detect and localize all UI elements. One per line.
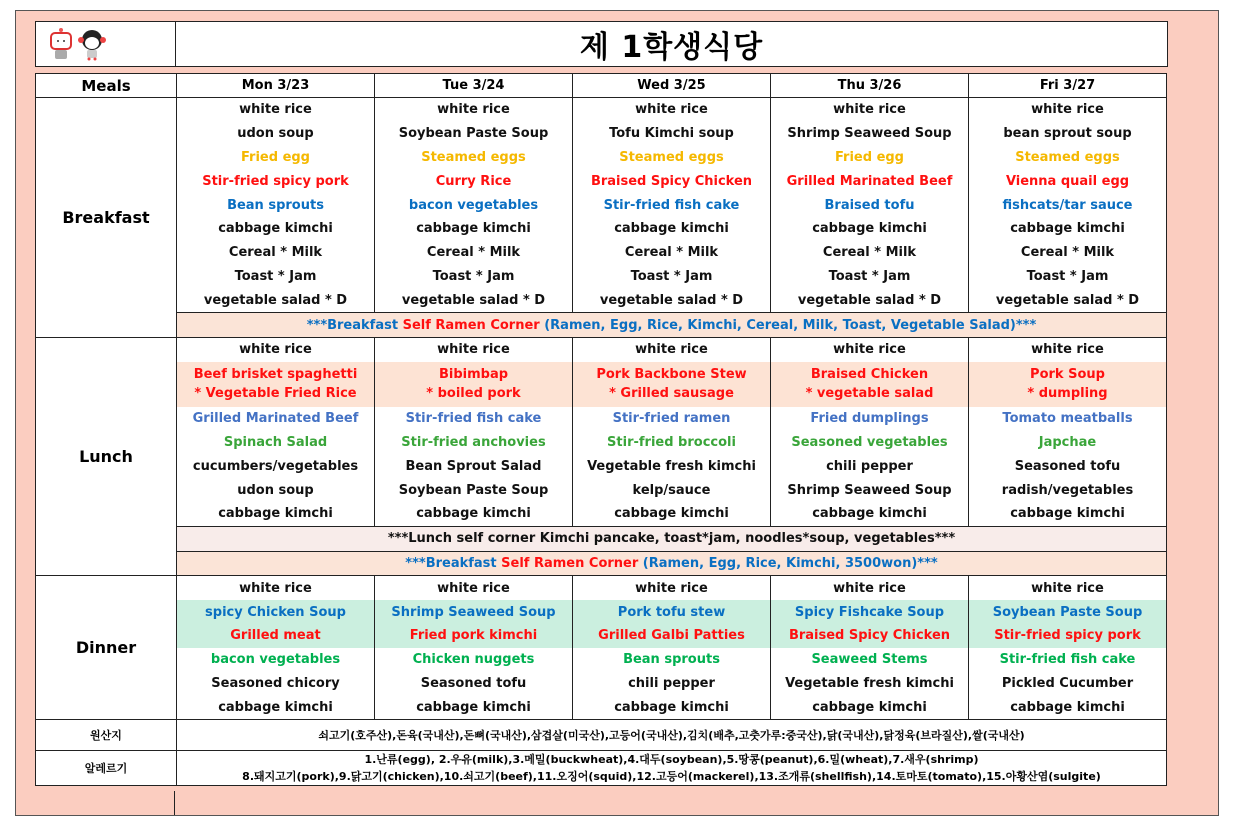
dinner-row xyxy=(36,648,1167,672)
day-header: Wed 3/25 xyxy=(573,74,771,98)
lunch-row xyxy=(36,407,1167,431)
menu-item: Braised Chicken * vegetable salad xyxy=(771,362,969,407)
corner-highlight: Self Ramen Corner xyxy=(402,317,540,333)
breakfast-row xyxy=(36,146,1167,170)
corner-suffix: (Ramen, Egg, Rice, Kimchi, Cereal, Milk, Toast, Vegetable Salad)*** xyxy=(539,317,1037,333)
menu-item: Pork Backbone Stew * Grilled sausage xyxy=(573,362,771,407)
day-header: Mon 3/23 xyxy=(177,74,375,98)
menu-item: Soybean Paste Soup xyxy=(375,478,573,502)
menu-item: Curry Rice xyxy=(375,169,573,193)
menu-item: Toast * Jam xyxy=(375,265,573,289)
menu-item: vegetable salad * D xyxy=(771,288,969,312)
menu-item: Spicy Fishcake Soup xyxy=(771,600,969,624)
breakfast-row xyxy=(36,265,1167,289)
menu-item: vegetable salad * D xyxy=(375,288,573,312)
menu-item: cabbage kimchi xyxy=(573,502,771,526)
menu-item: Stir-fried fish cake xyxy=(573,193,771,217)
origin-text: 쇠고기(호주산),돈육(국내산),돈뼈(국내산),삼겹살(미국산),고등어(국내산),김치(배추,고춧가루:중국산),닭(국내산),닭정육(브라질산),쌀(국내산) xyxy=(177,720,1167,751)
menu-item: Steamed eggs xyxy=(573,146,771,170)
allergy-text xyxy=(177,751,1167,786)
menu-item: Fried egg xyxy=(771,146,969,170)
menu-item: Cereal * Milk xyxy=(375,241,573,265)
menu-item: white rice xyxy=(375,98,573,122)
allergy-row xyxy=(36,751,1167,786)
menu-item: Cereal * Milk xyxy=(177,241,375,265)
menu-item: cabbage kimchi xyxy=(969,695,1167,719)
allergy-line: 8.돼지고기(pork),9.닭고기(chicken),10.쇠고기(beef),11.오징어(squid),12.고등어(mackerel),13.조개류(shellfish),14.토마토(tomato),15.아황산염(sulgite) xyxy=(242,770,1101,784)
menu-item: radish/vegetables xyxy=(969,478,1167,502)
menu-item: white rice xyxy=(375,576,573,600)
dinner-row xyxy=(36,600,1167,624)
menu-item: cabbage kimchi xyxy=(969,502,1167,526)
menu-item: Steamed eggs xyxy=(375,146,573,170)
lunch-self-corner-row xyxy=(36,526,1167,551)
menu-item: Braised tofu xyxy=(771,193,969,217)
header xyxy=(35,21,1168,67)
breakfast-row xyxy=(36,241,1167,265)
menu-item: Soybean Paste Soup xyxy=(969,600,1167,624)
header-row xyxy=(36,74,1167,98)
menu-item: Seaweed Stems xyxy=(771,648,969,672)
menu-item: cabbage kimchi xyxy=(573,695,771,719)
menu-item: cabbage kimchi xyxy=(177,695,375,719)
breakfast-row xyxy=(36,288,1167,312)
breakfast-row xyxy=(36,217,1167,241)
menu-item: Japchae xyxy=(969,431,1167,455)
menu-item: cabbage kimchi xyxy=(375,695,573,719)
menu-item: udon soup xyxy=(177,478,375,502)
menu-item: white rice xyxy=(969,98,1167,122)
corner-prefix: ***Breakfast xyxy=(405,555,502,571)
menu-item: white rice xyxy=(771,576,969,600)
menu-item: cabbage kimchi xyxy=(969,217,1167,241)
menu-item: Braised Spicy Chicken xyxy=(771,624,969,648)
day-header: Fri 3/27 xyxy=(969,74,1167,98)
menu-item: Shrimp Seaweed Soup xyxy=(771,478,969,502)
menu-item: Seasoned tofu xyxy=(375,672,573,696)
menu-item: white rice xyxy=(771,98,969,122)
menu-item: white rice xyxy=(573,576,771,600)
logo xyxy=(36,22,176,66)
day-header: Tue 3/24 xyxy=(375,74,573,98)
menu-item: white rice xyxy=(969,576,1167,600)
menu-item: vegetable salad * D xyxy=(969,288,1167,312)
menu-item: Grilled Marinated Beef xyxy=(771,169,969,193)
menu-item: Stir-fried spicy pork xyxy=(177,169,375,193)
menu-item: bacon vegetables xyxy=(177,648,375,672)
menu-item: fishcats/tar sauce xyxy=(969,193,1167,217)
robot-mascot-icon xyxy=(48,27,74,61)
breakfast-row xyxy=(36,193,1167,217)
allergy-line: 1.난류(egg), 2.우유(milk),3.메밀(buckwheat),4.대두(soybean),5.땅콩(peanut),6.밀(wheat),7.새우(shrimp) xyxy=(364,753,979,767)
girl-mascot-icon xyxy=(78,27,106,61)
menu-item: cabbage kimchi xyxy=(573,217,771,241)
menu-item: cabbage kimchi xyxy=(771,695,969,719)
allergy-label: 알레르기 xyxy=(36,751,177,786)
menu-page xyxy=(15,10,1219,816)
menu-item: cabbage kimchi xyxy=(177,502,375,526)
menu-item: Cereal * Milk xyxy=(573,241,771,265)
breakfast-row xyxy=(36,122,1167,146)
menu-item: Cereal * Milk xyxy=(969,241,1167,265)
menu-item: cabbage kimchi xyxy=(771,502,969,526)
menu-item: Grilled Galbi Patties xyxy=(573,624,771,648)
menu-item: Toast * Jam xyxy=(573,265,771,289)
menu-item: Vegetable fresh kimchi xyxy=(573,454,771,478)
menu-item: vegetable salad * D xyxy=(573,288,771,312)
menu-item: spicy Chicken Soup xyxy=(177,600,375,624)
page-title: 제 1학생식당 xyxy=(579,30,764,65)
menu-item: Tofu Kimchi soup xyxy=(573,122,771,146)
meal-table xyxy=(35,73,1167,786)
menu-item: Grilled meat xyxy=(177,624,375,648)
menu-item: udon soup xyxy=(177,122,375,146)
menu-item: chili pepper xyxy=(771,454,969,478)
menu-item: Bibimbap * boiled pork xyxy=(375,362,573,407)
lunch-row xyxy=(36,478,1167,502)
menu-item: Fried dumplings xyxy=(771,407,969,431)
menu-item: Braised Spicy Chicken xyxy=(573,169,771,193)
breakfast-label: Breakfast xyxy=(36,98,177,338)
menu-item: Cereal * Milk xyxy=(771,241,969,265)
corner-row xyxy=(36,551,1167,576)
menu-item: cabbage kimchi xyxy=(771,217,969,241)
menu-item: Beef brisket spaghetti * Vegetable Fried Rice xyxy=(177,362,375,407)
menu-item: Grilled Marinated Beef xyxy=(177,407,375,431)
menu-item: kelp/sauce xyxy=(573,478,771,502)
menu-item: vegetable salad * D xyxy=(177,288,375,312)
menu-item: bacon vegetables xyxy=(375,193,573,217)
menu-item: cucumbers/vegetables xyxy=(177,454,375,478)
lunch-row xyxy=(36,502,1167,526)
lunch-self-corner: ***Lunch self corner Kimchi pancake, toast*jam, noodles*soup, vegetables*** xyxy=(177,526,1167,551)
menu-item: Vienna quail egg xyxy=(969,169,1167,193)
menu-item: white rice xyxy=(177,98,375,122)
lunch-row xyxy=(36,454,1167,478)
menu-item: Stir-fried spicy pork xyxy=(969,624,1167,648)
menu-item: cabbage kimchi xyxy=(375,217,573,241)
menu-item: Steamed eggs xyxy=(969,146,1167,170)
dinner-label: Dinner xyxy=(36,576,177,720)
menu-item: Stir-fried fish cake xyxy=(375,407,573,431)
menu-item: Pork tofu stew xyxy=(573,600,771,624)
menu-item: Bean Sprout Salad xyxy=(375,454,573,478)
menu-item: Fried pork kimchi xyxy=(375,624,573,648)
menu-item: Stir-fried fish cake xyxy=(969,648,1167,672)
menu-item: white rice xyxy=(771,337,969,361)
menu-item: white rice xyxy=(177,576,375,600)
menu-item: white rice xyxy=(375,337,573,361)
menu-item: Pork Soup * dumpling xyxy=(969,362,1167,407)
menu-item: Vegetable fresh kimchi xyxy=(771,672,969,696)
corner-suffix: (Ramen, Egg, Rice, Kimchi, 3500won)*** xyxy=(638,555,938,571)
corner-row xyxy=(36,313,1167,338)
menu-item: cabbage kimchi xyxy=(375,502,573,526)
menu-item: Spinach Salad xyxy=(177,431,375,455)
corner-highlight: Self Ramen Corner xyxy=(501,555,639,571)
menu-item: Shrimp Seaweed Soup xyxy=(375,600,573,624)
menu-item: Stir-fried anchovies xyxy=(375,431,573,455)
menu-item: Tomato meatballs xyxy=(969,407,1167,431)
meals-header: Meals xyxy=(36,74,177,98)
breakfast-row xyxy=(36,98,1167,122)
menu-item: Seasoned tofu xyxy=(969,454,1167,478)
menu-item: Soybean Paste Soup xyxy=(375,122,573,146)
menu-item: white rice xyxy=(573,98,771,122)
menu-item: Chicken nuggets xyxy=(375,648,573,672)
dinner-row xyxy=(36,624,1167,648)
menu-item: white rice xyxy=(573,337,771,361)
menu-item: Bean sprouts xyxy=(177,193,375,217)
menu-item: Fried egg xyxy=(177,146,375,170)
menu-item: cabbage kimchi xyxy=(177,217,375,241)
menu-item: chili pepper xyxy=(573,672,771,696)
corner-prefix: ***Breakfast xyxy=(306,317,403,333)
dinner-row xyxy=(36,695,1167,719)
menu-item: Seasoned vegetables xyxy=(771,431,969,455)
dinner-row xyxy=(36,576,1167,600)
day-header: Thu 3/26 xyxy=(771,74,969,98)
menu-item: Shrimp Seaweed Soup xyxy=(771,122,969,146)
menu-item: Stir-fried ramen xyxy=(573,407,771,431)
origin-row xyxy=(36,720,1167,751)
dinner-row xyxy=(36,672,1167,696)
menu-item: white rice xyxy=(969,337,1167,361)
lunch-label: Lunch xyxy=(36,337,177,575)
menu-item: Toast * Jam xyxy=(771,265,969,289)
menu-item: bean sprout soup xyxy=(969,122,1167,146)
origin-label: 원산지 xyxy=(36,720,177,751)
lunch-row xyxy=(36,337,1167,361)
lunch-row xyxy=(36,362,1167,407)
self-ramen-corner xyxy=(177,551,1167,576)
menu-item: white rice xyxy=(177,337,375,361)
self-ramen-corner xyxy=(177,313,1167,338)
menu-item: Stir-fried broccoli xyxy=(573,431,771,455)
divider xyxy=(174,791,175,815)
menu-item: Toast * Jam xyxy=(177,265,375,289)
menu-item: Toast * Jam xyxy=(969,265,1167,289)
breakfast-row xyxy=(36,169,1167,193)
menu-item: Bean sprouts xyxy=(573,648,771,672)
menu-item: Pickled Cucumber xyxy=(969,672,1167,696)
menu-item: Seasoned chicory xyxy=(177,672,375,696)
lunch-row xyxy=(36,431,1167,455)
